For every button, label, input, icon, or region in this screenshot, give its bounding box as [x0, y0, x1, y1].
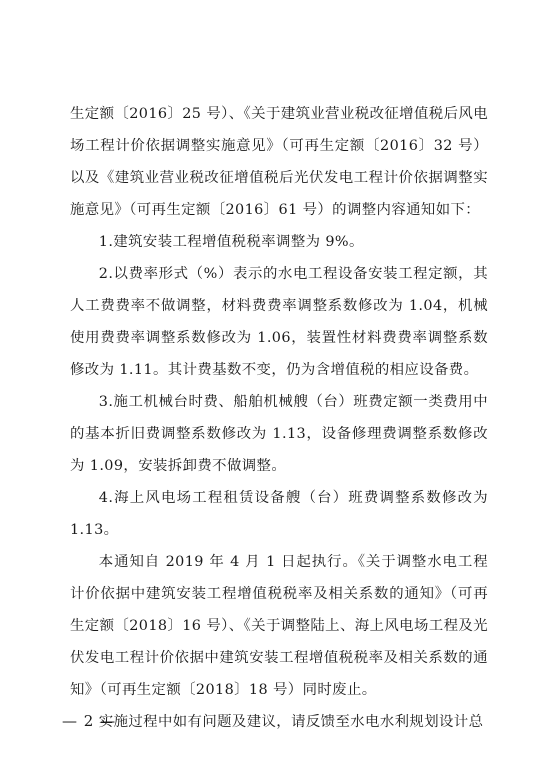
paragraph-item-1: 1.建筑安装工程增值税税率调整为 9%。	[98, 234, 364, 250]
paragraph-feedback: 实施过程中如有问题及建议，请反馈至水电水利规划设计总	[98, 714, 484, 730]
body-text	[70, 98, 488, 738]
paragraph-item-3: 3.施工机械台时费、船舶机械艘（台）班费定额一类费用中的基本折旧费调整系数修改为 1.13，设备修理费调整系数修改为 1.09，安装拆卸费不做调整。	[70, 394, 488, 474]
paragraph-item-4: 4.海上风电场工程租赁设备艘（台）班费调整系数修改为 1.13。	[70, 490, 488, 538]
paragraph-effective-date: 本通知自 2019 年 4 月 1 日起执行。《关于调整水电工程计价依据中建筑安装工程增值税税率及相关系数的通知》（可再生定额〔2018〕16 号）、《关于调整陆上、海上风电场工程及光伏发电工程计价依据中建筑安装工程增值税税率及相关系数的通知》（可再生定额〔2018〕18 号）同时废止。	[70, 554, 488, 698]
paragraph-item-2: 2.以费率形式（%）表示的水电工程设备安装工程定额，其人工费费率不做调整，材料费费率调整系数修改为 1.04，机械使用费费率调整系数修改为 1.06，装置性材料费费率调整系数修改为 1.11。其计费基数不变，仍为含增值税的相应设备费。	[70, 266, 488, 378]
page-number: — 2 —	[62, 712, 117, 730]
paragraph-intro: 生定额〔2016〕25 号）、《关于建筑业营业税改征增值税后风电场工程计价依据调整实施意见》（可再生定额〔2016〕32 号）以及《建筑业营业税改征增值税后光伏发电工程计价依据调整实施意见》（可再生定额〔2016〕61 号）的调整内容通知如下：	[70, 106, 488, 218]
